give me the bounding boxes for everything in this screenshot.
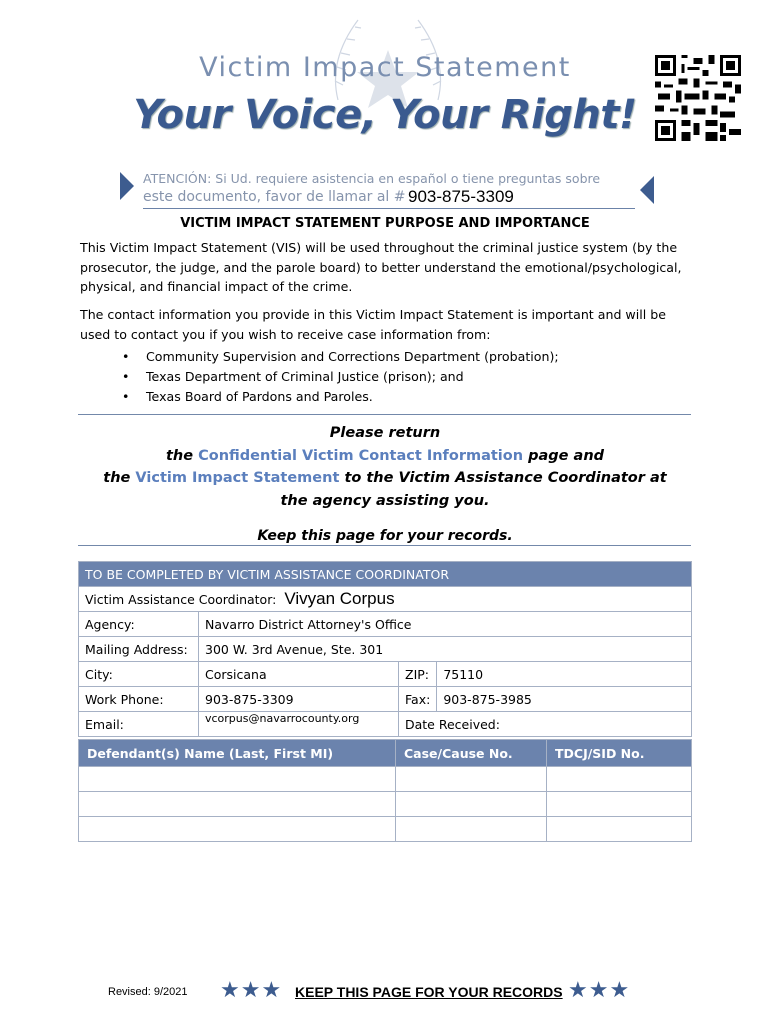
case-number-cell[interactable] (396, 767, 547, 792)
mailing-address-label: Mailing Address: (79, 637, 199, 662)
date-received-label: Date Received: (405, 716, 500, 732)
list-item: • Texas Department of Criminal Justice (prison); and (122, 367, 559, 387)
agency-list (122, 347, 559, 407)
keep-note: Keep this page for your records. (257, 528, 513, 544)
qr-code (655, 55, 741, 141)
case-number-cell[interactable] (396, 792, 547, 817)
email-field[interactable]: vcorpus@navarrocounty.org (199, 712, 399, 737)
purpose-paragraph-2: The contact information you provide in this Victim Impact Statement is important and will be used to contact you if you wish to receive case information from: (80, 307, 666, 342)
atencion-line-2: este documento, favor de llamar al # (143, 189, 406, 205)
table-row (79, 792, 692, 817)
footer-keep-note: KEEP THIS PAGE FOR YOUR RECORDS (295, 984, 563, 1000)
table-row (79, 817, 692, 842)
return-line-1: Please return (329, 425, 441, 441)
case-number-cell[interactable] (396, 817, 547, 842)
defendant-table (78, 739, 692, 842)
page-title: Victim Impact Statement (199, 52, 571, 83)
return-line-3: the Victim Impact Statement to the Victim Assistance Coordinator at (103, 470, 667, 486)
atencion-line-1: ATENCIÓN: Si Ud. requiere asistencia en español o tiene preguntas sobre (143, 171, 601, 186)
slogan: Your Voice, Your Right! (133, 92, 637, 138)
fax-label: Fax: (399, 687, 437, 712)
mailing-address-field[interactable]: 300 W. 3rd Avenue, Ste. 301 (199, 637, 692, 662)
revised-date: Revised: 9/2021 (108, 986, 188, 998)
zip-field[interactable]: 75110 (437, 662, 692, 687)
zip-label: ZIP: (399, 662, 437, 687)
return-note (0, 422, 770, 512)
list-item: • Texas Board of Pardons and Paroles. (122, 387, 559, 407)
agency-label: Agency: (79, 612, 199, 637)
list-item: • Community Supervision and Corrections Department (probation); (122, 347, 559, 367)
table-header: TDCJ/SID No. (547, 740, 692, 767)
confidential-contact-link: Confidential Victim Contact Information (198, 447, 524, 464)
defendant-name-cell[interactable] (79, 792, 396, 817)
return-line-4: the agency assisting you. (280, 492, 490, 509)
coordinator-form (78, 561, 692, 737)
tdcj-sid-cell[interactable] (547, 767, 692, 792)
arrow-right-icon (120, 172, 134, 200)
atencion-phone: 903-875-3309 (408, 187, 514, 206)
date-received-field[interactable] (399, 712, 692, 737)
work-phone-label: Work Phone: (79, 687, 199, 712)
star-icon-group-left: ★★★ (220, 977, 283, 1002)
fax-field[interactable]: 903-875-3985 (437, 687, 692, 712)
email-label: Email: (79, 712, 199, 737)
return-line-2: the Confidential Victim Contact Information page and (165, 447, 605, 464)
defendant-name-cell[interactable] (79, 767, 396, 792)
atencion-underline (143, 208, 635, 209)
tdcj-sid-cell[interactable] (547, 792, 692, 817)
divider (78, 545, 691, 546)
table-header: Case/Cause No. (396, 740, 547, 767)
defendant-name-cell[interactable] (79, 817, 396, 842)
coordinator-field[interactable]: Vivyan Corpus (284, 589, 395, 608)
coordinator-row: Victim Assistance Coordinator: Vivyan Corpus (79, 587, 692, 612)
table-row (79, 767, 692, 792)
divider (78, 414, 691, 415)
city-label: City: (79, 662, 199, 687)
table-header: Defendant(s) Name (Last, First MI) (79, 740, 396, 767)
star-icon-group-right: ★★★ (568, 977, 631, 1002)
tdcj-sid-cell[interactable] (547, 817, 692, 842)
work-phone-field[interactable]: 903-875-3309 (199, 687, 399, 712)
arrow-left-icon (640, 176, 654, 204)
city-field[interactable]: Corsicana (199, 662, 399, 687)
agency-field[interactable]: Navarro District Attorney's Office (199, 612, 692, 637)
purpose-heading: VICTIM IMPACT STATEMENT PURPOSE AND IMPORTANCE (180, 216, 590, 231)
victim-impact-statement-link: Victim Impact Statement (135, 470, 340, 486)
coordinator-form-header: TO BE COMPLETED BY VICTIM ASSISTANCE COORDINATOR (79, 562, 692, 587)
purpose-paragraph-1: This Victim Impact Statement (VIS) will be used throughout the criminal justice system (by the prosecutor, the judge, and the parole board) to better understand the emotional/psychological, physical, and financial impact of the crime. (80, 240, 682, 294)
